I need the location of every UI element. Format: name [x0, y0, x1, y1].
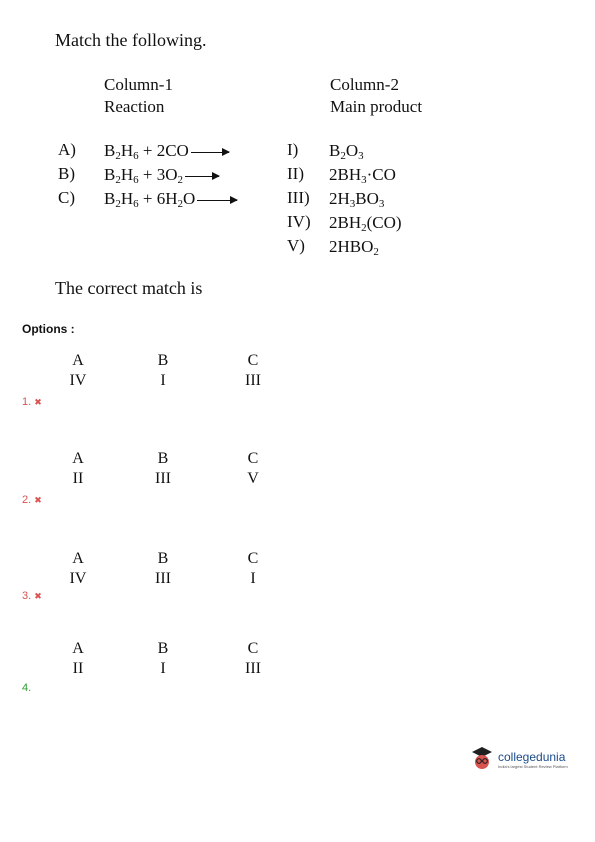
- option4-header-b: B: [157, 640, 169, 657]
- option4-header-c: C: [247, 640, 259, 657]
- product-4: $2BH_2(CO)$: [329, 213, 402, 234]
- product-label-4: IV): [287, 212, 311, 231]
- option4-value-b: I: [160, 660, 166, 677]
- option1-selector[interactable]: [22, 396, 42, 408]
- product-3: $2H_3BO_3$: [329, 189, 385, 210]
- option3-selector[interactable]: [22, 590, 42, 602]
- row-label-c: C): [58, 188, 75, 207]
- option2-header-c: C: [247, 450, 259, 467]
- cross-icon: ✖: [34, 591, 42, 601]
- reaction-a-text: $B_2H_6 + 2CO$: [104, 141, 189, 162]
- option3-header-c: C: [247, 550, 259, 567]
- question-title: Match the following.: [55, 30, 207, 50]
- option3-number: 3.: [22, 590, 32, 602]
- product-5: $2HBO_2$: [329, 237, 379, 258]
- product-1: $B_2O_3$: [329, 141, 364, 162]
- column1-subheader: Reaction: [104, 97, 165, 116]
- product-label-3: III): [287, 188, 310, 207]
- logo-tagline: India's largest Student Review Platform: [498, 763, 568, 769]
- column2-subheader: Main product: [330, 97, 423, 116]
- column1-header: Column-1: [104, 75, 173, 94]
- option4-selector[interactable]: [22, 682, 31, 694]
- column2-heading: [330, 74, 422, 118]
- option2-value-c: V: [247, 470, 259, 487]
- option2-value-a: II: [72, 470, 84, 487]
- graduate-icon: [470, 745, 494, 773]
- product-label-2: II): [287, 164, 304, 183]
- option3-value-b: III: [155, 570, 171, 587]
- option3-header-b: B: [157, 550, 169, 567]
- reaction-c-text: $B_2H_6 + 6H_2O$: [104, 189, 196, 210]
- product-label-5: V): [287, 236, 305, 255]
- collegedunia-logo: [470, 745, 568, 773]
- option3-value-a: IV: [69, 570, 87, 587]
- cross-icon: ✖: [34, 495, 42, 505]
- option1-header-b: B: [157, 352, 169, 369]
- cross-icon: ✖: [34, 397, 42, 407]
- reaction-a: [104, 141, 229, 161]
- option4-value-a: II: [72, 660, 84, 677]
- option4-header-a: A: [72, 640, 84, 657]
- product-label-1: I): [287, 140, 299, 159]
- option2-header-a: A: [72, 450, 84, 467]
- option2-value-b: III: [155, 470, 171, 487]
- option1-header-a: A: [72, 352, 84, 369]
- question-stem: The correct match is: [55, 278, 203, 298]
- reaction-b: [104, 165, 219, 185]
- reaction-c: [104, 189, 237, 209]
- arrow-icon: [191, 152, 229, 153]
- option2-header-b: B: [157, 450, 169, 467]
- row-label-a: A): [58, 140, 76, 159]
- logo-text-block: [498, 750, 568, 769]
- option1-value-a: IV: [69, 372, 87, 389]
- option1-value-c: III: [245, 372, 261, 389]
- option2-number: 2.: [22, 494, 32, 506]
- option1-value-b: I: [160, 372, 166, 389]
- option1-number: 1.: [22, 396, 32, 408]
- logo-name: collegedunia: [498, 749, 566, 764]
- option3-value-c: I: [250, 570, 256, 587]
- option1-header-c: C: [247, 352, 259, 369]
- option3-header-a: A: [72, 550, 84, 567]
- arrow-icon: [185, 176, 219, 177]
- column2-header: Column-2: [330, 75, 399, 94]
- option4-value-c: III: [245, 660, 261, 677]
- arrow-icon: [197, 200, 237, 201]
- row-label-b: B): [58, 164, 75, 183]
- column1-heading: [104, 74, 173, 118]
- reaction-b-text: $B_2H_6 + 3O_2$: [104, 165, 183, 186]
- option4-number: 4.: [22, 682, 32, 694]
- option2-selector[interactable]: [22, 494, 42, 506]
- options-label: Options :: [22, 322, 75, 336]
- product-2: $2BH_3\cdot CO$: [329, 165, 396, 186]
